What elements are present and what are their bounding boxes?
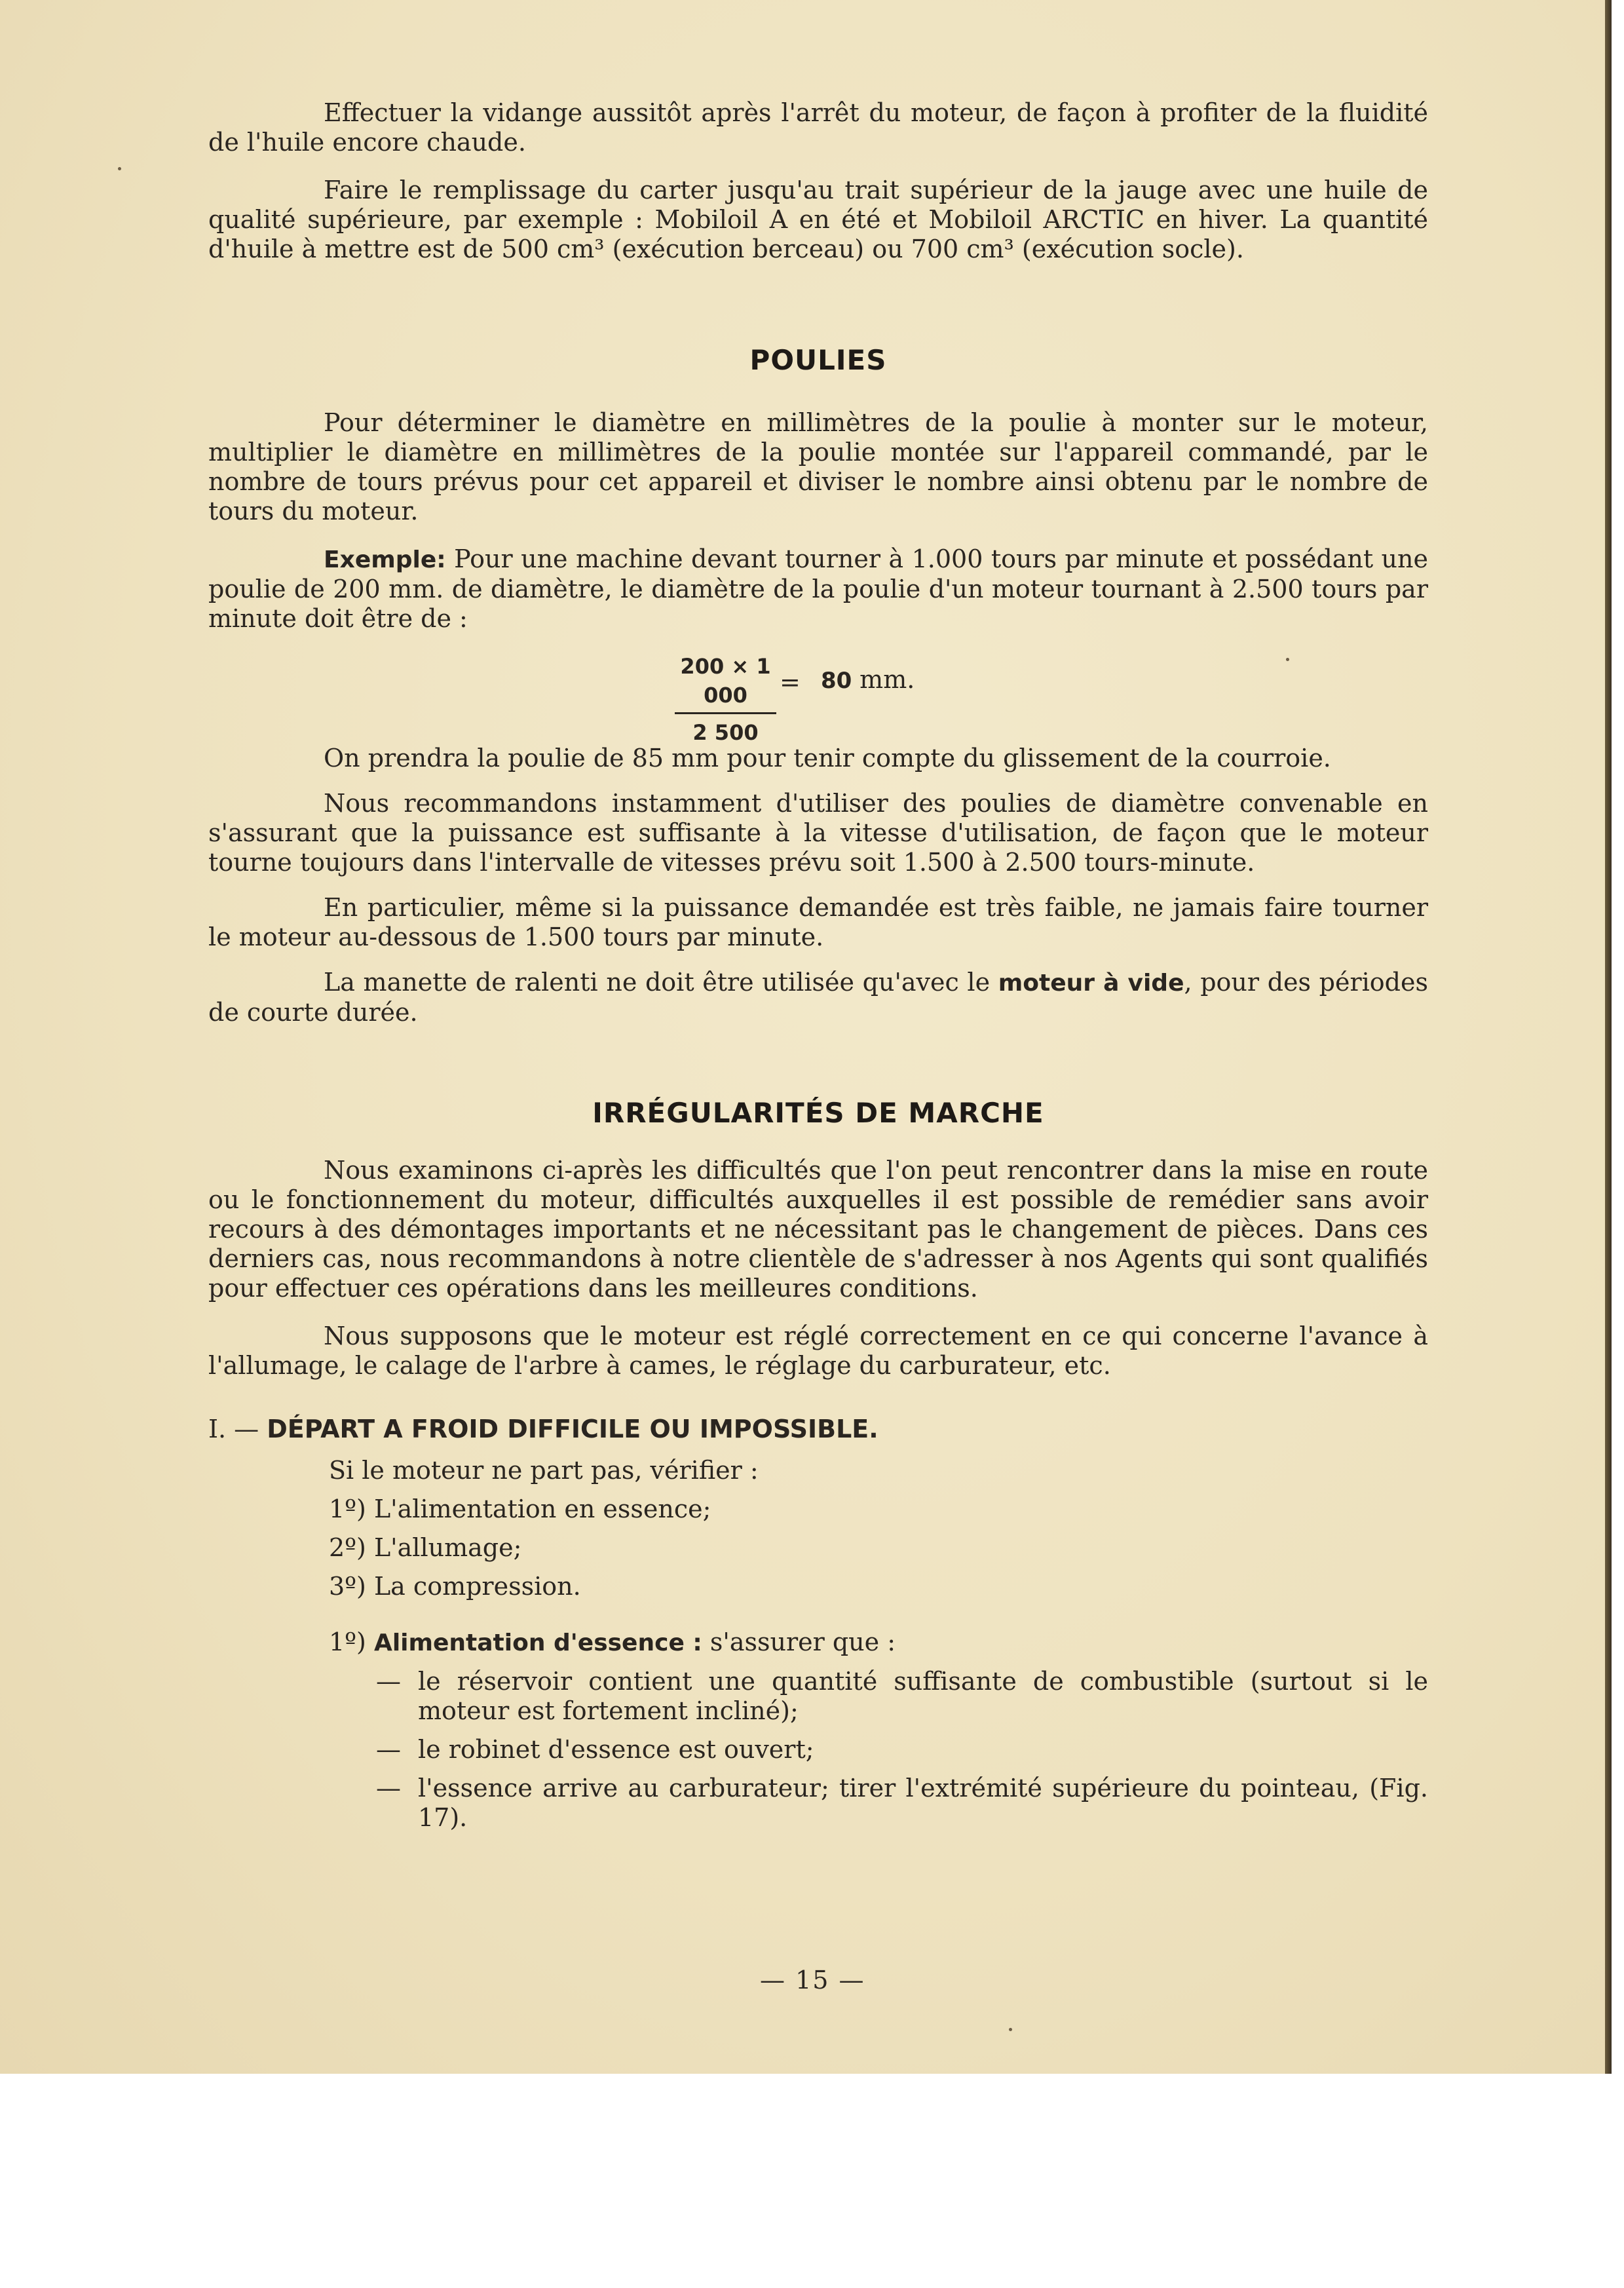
formula-denominator: 2 500 bbox=[692, 720, 759, 745]
section-1-title bbox=[208, 1415, 1428, 1444]
verify-intro: Si le moteur ne part pas, vérifier : bbox=[329, 1456, 759, 1485]
list-item bbox=[208, 1667, 1428, 1726]
formula-numerator: 200 × 1 000 bbox=[675, 652, 776, 714]
page-number: — 15 — bbox=[760, 1966, 865, 1994]
dash-marker: — bbox=[376, 1774, 401, 1802]
idle-text-b: , pour des périodes de courte durée. bbox=[208, 968, 1429, 1027]
paragraph-recommend-pulleys: Nous recommandons instamment d'utiliser des poulies de diamètre convenable en s'assurant que la puissance est suffisante à la vitesse d'utilisation, de façon que le moteur tourne toujours dans l'intervalle de vitesses prévu soit 1.500 à 2.500 tours-minute. bbox=[208, 789, 1428, 877]
dash-marker: — bbox=[376, 1667, 401, 1696]
check-item: 2º) L'allumage; bbox=[329, 1533, 522, 1562]
section-1-heading: DÉPART A FROID DIFFICILE OU IMPOSSIBLE. bbox=[267, 1415, 878, 1443]
list-item bbox=[208, 1774, 1428, 1833]
list-item-text: l'essence arrive au carburateur; tirer l'extrémité supérieure du pointeau, (Fig. 17). bbox=[418, 1774, 1428, 1832]
section-1-number: I. — bbox=[208, 1415, 267, 1443]
paragraph-assumptions: Nous supposons que le moteur est réglé correctement en ce qui concerne l'avance à l'allumage, le calage de l'arbre à cames, le réglage du carburateur, etc. bbox=[208, 1322, 1428, 1380]
idle-bold: moteur à vide bbox=[998, 970, 1184, 997]
paragraph-idle-lever bbox=[208, 968, 1428, 1027]
paper-speck bbox=[1009, 2028, 1012, 2031]
paragraph-oil-fill: Faire le remplissage du carter jusqu'au trait supérieur de la jauge avec une huile de qualité supérieure, par exemple : Mobiloil A en été et Mobiloil ARCTIC en hiver. La quantité d'huile à mettre est de 500 cm³ (exécution berceau) ou 700 cm³ (exécution socle). bbox=[208, 176, 1428, 263]
list-item bbox=[208, 1735, 1428, 1764]
heading-poulies: POULIES bbox=[749, 344, 887, 376]
subsection-alimentation bbox=[208, 1628, 1428, 1658]
alimentation-bold: Alimentation d'essence : bbox=[373, 1630, 702, 1656]
alimentation-rest: s'assurer que : bbox=[702, 1628, 896, 1656]
paragraph-example bbox=[208, 544, 1428, 634]
paper-speck bbox=[118, 167, 121, 170]
formula-equals: = bbox=[780, 668, 801, 696]
formula-result-value: 80 bbox=[821, 668, 852, 694]
check-item: 1º) L'alimentation en essence; bbox=[329, 1495, 711, 1523]
formula-fraction bbox=[675, 652, 776, 747]
heading-irregularites: IRRÉGULARITÉS DE MARCHE bbox=[592, 1097, 1044, 1129]
paragraph-pulley-method: Pour déterminer le diamètre en millimètres de la poulie à monter sur le moteur, multiplier le diamètre en millimètres de la poulie montée sur l'appareil commandé, par le nombre de tours prévus pour cet appareil et diviser le nombre ainsi obtenu par le nombre de tours du moteur. bbox=[208, 408, 1428, 525]
formula-result bbox=[821, 665, 915, 696]
paragraph-difficulties: Nous examinons ci-après les difficultés que l'on peut rencontrer dans la mise en route ou le fonctionnement du moteur, difficultés auxquelles il est possible de remédier sans avoir recours à des démontages importants et ne nécessitant pas le changement de pièces. Dans ces derniers cas, nous recommandons à notre clientèle de s'adresser à nos Agents qui sont qualifiés pour effectuer ces opérations dans les meilleures conditions. bbox=[208, 1156, 1428, 1303]
list-item-text: le robinet d'essence est ouvert; bbox=[418, 1735, 814, 1764]
paragraph-oil-drain: Effectuer la vidange aussitôt après l'arrêt du moteur, de façon à profiter de la fluidité de l'huile encore chaude. bbox=[208, 98, 1428, 157]
idle-text-a: La manette de ralenti ne doit être utilisée qu'avec le bbox=[324, 968, 998, 997]
page-body bbox=[208, 98, 1428, 1833]
list-item-text: le réservoir contient une quantité suffisante de combustible (surtout si le moteur est fortement incliné); bbox=[418, 1667, 1428, 1725]
pulley-formula bbox=[208, 652, 1428, 745]
formula-result-unit: mm. bbox=[859, 665, 915, 694]
check-item: 3º) La compression. bbox=[329, 1572, 581, 1601]
paper-speck bbox=[1286, 658, 1289, 661]
example-text: Pour une machine devant tourner à 1.000 tours par minute et possédant une poulie de 200 mm. de diamètre, le diamètre de la poulie d'un moteur tournant à 2.500 tours par minute doit être de : bbox=[208, 544, 1428, 633]
example-label: Exemple: bbox=[324, 546, 446, 573]
paragraph-min-speed: En particulier, même si la puissance demandée est très faible, ne jamais faire tourner le moteur au-dessous de 1.500 tours par minute. bbox=[208, 893, 1428, 951]
paragraph-85mm: On prendra la poulie de 85 mm pour tenir compte du glissement de la courroie. bbox=[324, 744, 1331, 772]
alimentation-number: 1º) bbox=[329, 1628, 374, 1656]
dash-marker: — bbox=[376, 1735, 401, 1764]
